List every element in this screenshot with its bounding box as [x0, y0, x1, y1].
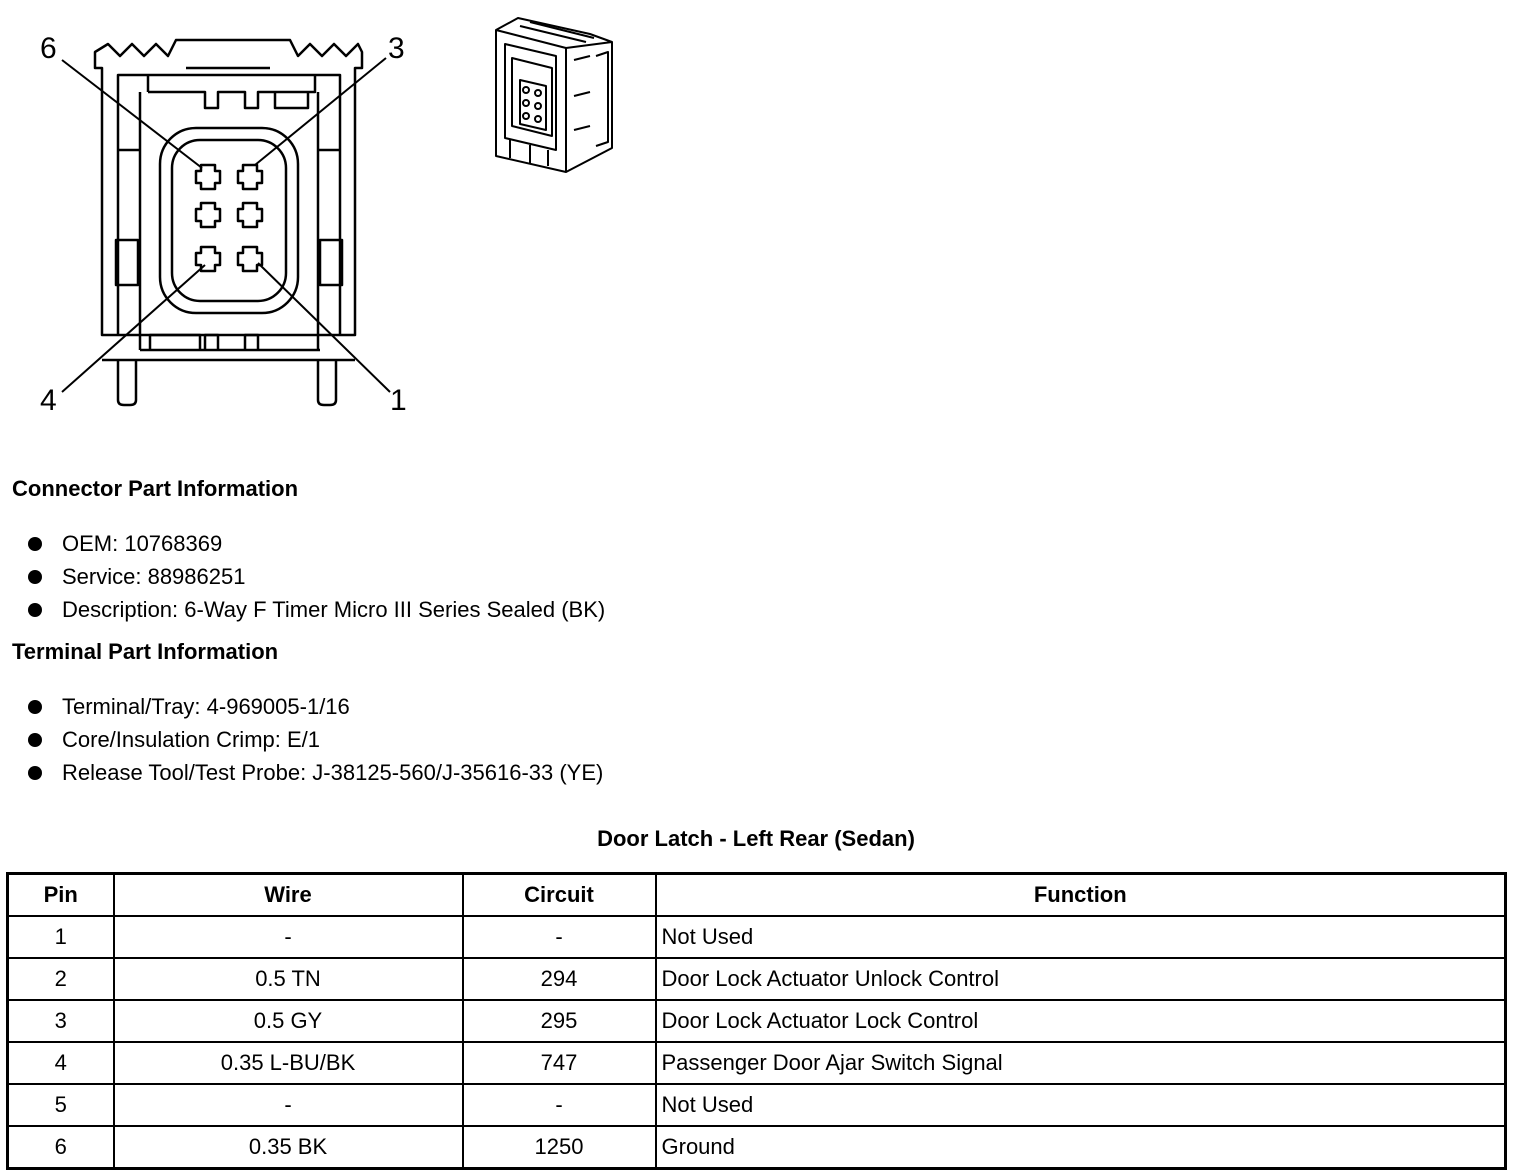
bullet-icon [28, 603, 42, 617]
pin-callout-4: 4 [40, 384, 57, 417]
cell-function: Not Used [656, 1084, 1506, 1126]
cell-circuit: 295 [463, 1000, 656, 1042]
connector-3d-view [496, 18, 612, 172]
table-row [8, 1000, 1506, 1042]
cell-pin: 4 [8, 1042, 114, 1084]
cell-wire: 0.35 L-BU/BK [114, 1042, 463, 1084]
cell-function: Door Lock Actuator Lock Control [656, 1000, 1506, 1042]
bullet-icon [28, 700, 42, 714]
cell-function: Ground [656, 1126, 1506, 1169]
terminal-info-heading: Terminal Part Information [12, 639, 279, 664]
cell-wire: 0.5 GY [114, 1000, 463, 1042]
table-header-row [8, 874, 1506, 917]
list-item: Terminal/Tray: 4-969005-1/16 [28, 690, 603, 723]
bullet-icon [28, 733, 42, 747]
connector-info-heading: Connector Part Information [12, 476, 299, 501]
pin-callout-1: 1 [390, 384, 407, 417]
cell-pin: 6 [8, 1126, 114, 1169]
pin-callout-3: 3 [388, 32, 405, 65]
cell-circuit: 747 [463, 1042, 656, 1084]
header-pin: Pin [8, 874, 114, 917]
header-function: Function [656, 874, 1506, 917]
pinout-table [6, 872, 1507, 1170]
cell-pin: 3 [8, 1000, 114, 1042]
table-title: Door Latch - Left Rear (Sedan) [597, 826, 915, 851]
cell-wire: - [114, 1084, 463, 1126]
cell-wire: 0.35 BK [114, 1126, 463, 1169]
list-item: Release Tool/Test Probe: J-38125-560/J-35616-33 (YE) [28, 756, 603, 789]
table-row [8, 1084, 1506, 1126]
table-row [8, 916, 1506, 958]
header-circuit: Circuit [463, 874, 656, 917]
cell-wire: - [114, 916, 463, 958]
table-row [8, 1042, 1506, 1084]
terminal-info-list [28, 690, 603, 789]
cell-function: Passenger Door Ajar Switch Signal [656, 1042, 1506, 1084]
table-row [8, 958, 1506, 1000]
list-item: OEM: 10768369 [28, 527, 605, 560]
list-item: Service: 88986251 [28, 560, 605, 593]
cell-pin: 5 [8, 1084, 114, 1126]
cell-function: Door Lock Actuator Unlock Control [656, 958, 1506, 1000]
cell-circuit: - [463, 1084, 656, 1126]
connector-housing [95, 40, 362, 335]
cell-function: Not Used [656, 916, 1506, 958]
table-row [8, 1126, 1506, 1169]
cell-pin: 1 [8, 916, 114, 958]
bullet-icon [28, 570, 42, 584]
cell-circuit: 1250 [463, 1126, 656, 1169]
bullet-icon [28, 537, 42, 551]
list-item: Core/Insulation Crimp: E/1 [28, 723, 603, 756]
pin-callout-6: 6 [40, 32, 57, 65]
header-wire: Wire [114, 874, 463, 917]
connector-info-list [28, 527, 605, 626]
cell-circuit: 294 [463, 958, 656, 1000]
connector-diagram [0, 0, 700, 440]
list-item: Description: 6-Way F Timer Micro III Series Sealed (BK) [28, 593, 605, 626]
bullet-icon [28, 766, 42, 780]
cell-circuit: - [463, 916, 656, 958]
cell-pin: 2 [8, 958, 114, 1000]
cell-wire: 0.5 TN [114, 958, 463, 1000]
terminal-cavities [196, 165, 262, 271]
